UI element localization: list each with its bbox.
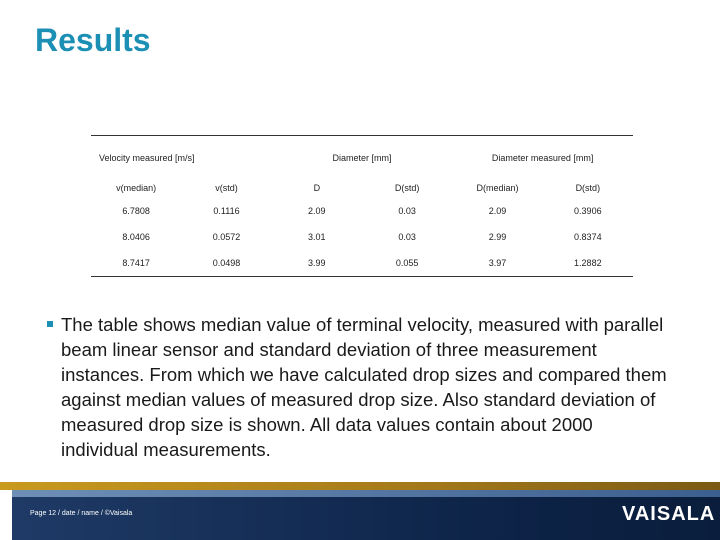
table-column-header-row bbox=[91, 178, 633, 198]
table-cell: 0.0498 bbox=[212, 258, 241, 268]
table-cell: 8.0406 bbox=[122, 232, 150, 242]
table-cell: 0.03 bbox=[398, 232, 416, 242]
bullet-paragraph bbox=[47, 312, 667, 462]
table-cell: 8.7417 bbox=[122, 258, 150, 268]
table-cell: 3.01 bbox=[308, 232, 326, 242]
table-cell: 3.99 bbox=[308, 258, 326, 268]
column-header: D(std) bbox=[394, 183, 420, 193]
table-cell: 0.8374 bbox=[574, 232, 602, 242]
table-cell: 1.2882 bbox=[574, 258, 602, 268]
footer-text: Page 12 / date / name / ©Vaisala bbox=[30, 510, 133, 517]
footer-gold-stripe bbox=[0, 482, 720, 490]
slide-title: Results bbox=[35, 22, 151, 58]
table-cell: 2.09 bbox=[488, 206, 507, 216]
bullet-square-icon bbox=[47, 321, 53, 327]
bullet-text: The table shows median value of terminal velocity, measured with parallel beam linear sensor and standard deviation of three measurement instances. From which we have calculated drop sizes and compared them against median values of measured drop size. Also standard deviation of measured drop size is shown. All data values contain about 2000 individual measurements. bbox=[61, 314, 667, 460]
table-cell: 0.3906 bbox=[574, 206, 602, 216]
table-cell: 0.055 bbox=[395, 258, 419, 268]
column-header: v(median) bbox=[116, 183, 157, 193]
table-cell: 3.97 bbox=[488, 258, 507, 268]
table-row bbox=[91, 198, 633, 224]
results-table bbox=[91, 135, 633, 277]
vaisala-logo: VAISALA bbox=[622, 503, 716, 525]
column-header: v(std) bbox=[215, 183, 238, 193]
table-row bbox=[91, 250, 633, 276]
footer-left-edge bbox=[0, 490, 12, 540]
group-header-diameter-measured: Diameter measured [mm] bbox=[491, 153, 594, 163]
table-cell: 0.03 bbox=[398, 206, 416, 216]
table-cell: 0.0572 bbox=[212, 232, 241, 242]
table-cell: 2.99 bbox=[488, 232, 507, 242]
column-header: D(std) bbox=[575, 183, 601, 193]
column-header: D bbox=[313, 183, 321, 193]
table-cell: 6.7808 bbox=[122, 206, 150, 216]
table-row bbox=[91, 224, 633, 250]
table-cell: 2.09 bbox=[308, 206, 326, 216]
group-header-velocity: Velocity measured [m/s] bbox=[99, 153, 195, 163]
group-header-diameter: Diameter [mm] bbox=[332, 153, 392, 163]
footer-blue-stripe bbox=[12, 490, 720, 497]
column-header: D(median) bbox=[476, 183, 519, 193]
table-group-header-row bbox=[91, 136, 633, 178]
table-cell: 0.1116 bbox=[213, 206, 240, 216]
footer-background bbox=[12, 497, 720, 540]
